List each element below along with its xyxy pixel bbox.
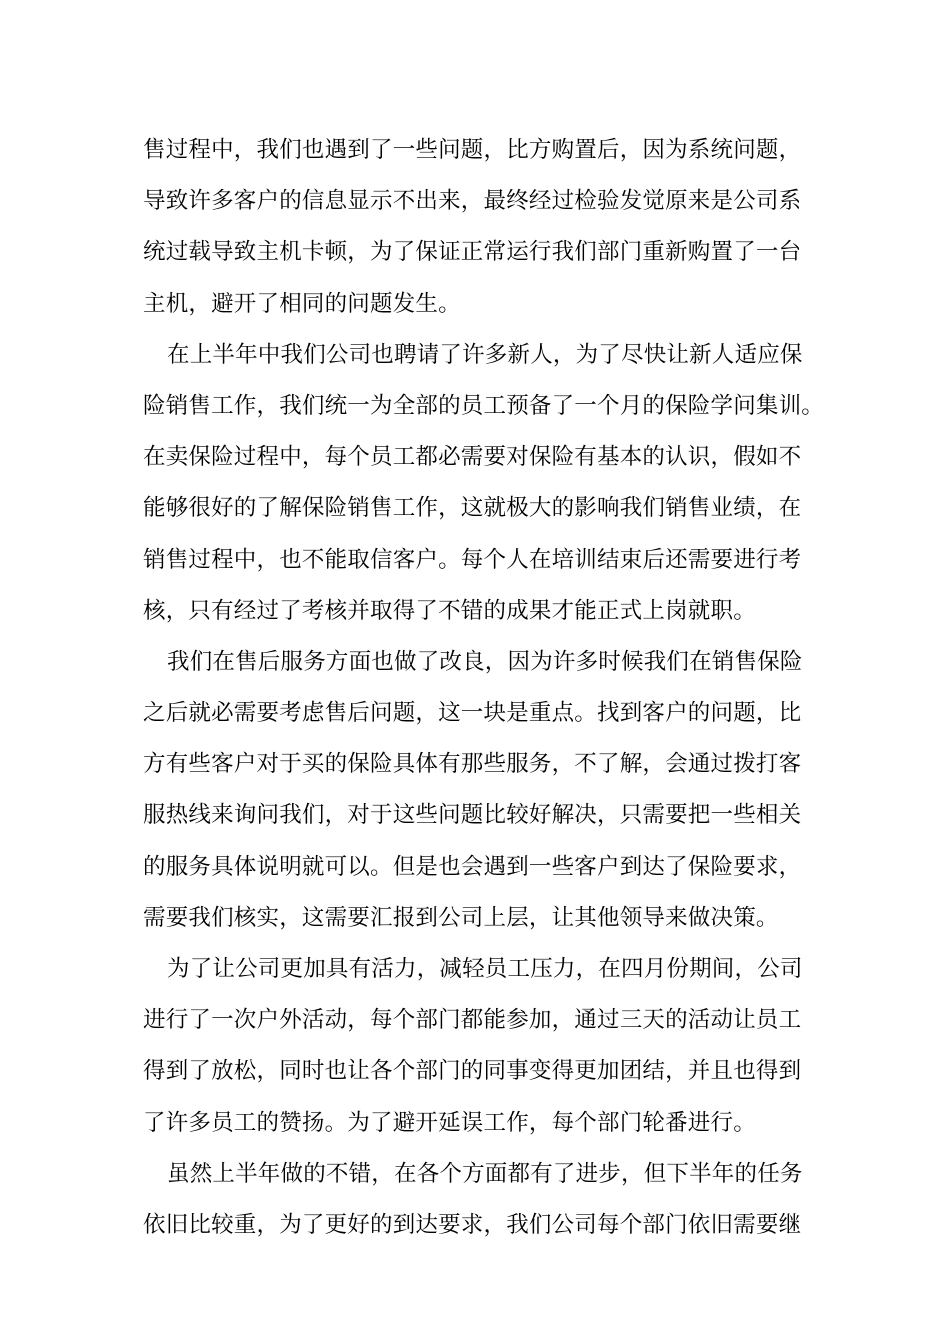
- text-line: 依旧比较重，为了更好的到达要求，我们公司每个部门依旧需要继: [143, 1211, 802, 1238]
- text-line: 售过程中，我们也遇到了一些问题，比方购置后，因为系统问题，: [143, 137, 802, 163]
- paragraph-5: [143, 1149, 813, 1251]
- text-line: 我们在售后服务方面也做了改良，因为许多时候我们在销售保险: [167, 648, 803, 675]
- text-line: 进行了一次户外活动，每个部门都能参加，通过三天的活动让员工: [143, 1007, 802, 1034]
- text-line: 主机，避开了相同的问题发生。: [143, 290, 461, 317]
- text-line: 需要我们核实，这需要汇报到公司上层，让其他领导来做决策。: [143, 904, 779, 931]
- paragraph-2: [143, 330, 825, 637]
- text-line: 统过载导致主机卡顿，为了保证正常运行我们部门重新购置了一台: [143, 239, 802, 266]
- text-line: 之后就必需要考虑售后问题，这一块是重点。找到客户的问题，比: [143, 700, 802, 727]
- text-line: 在卖保险过程中，每个员工都必需要对保险有基本的认识，假如不: [143, 444, 802, 471]
- text-line: 销售过程中，也不能取信客户。每个人在培训结束后还需要进行考: [143, 546, 802, 573]
- text-line: 核，只有经过了考核并取得了不错的成果才能正式上岗就职。: [143, 597, 756, 624]
- text-line: 方有些客户对于买的保险具体有那些服务，不了解，会通过拨打客: [143, 751, 802, 778]
- text-line: 为了让公司更加具有活力，减轻员工压力，在四月份期间，公司: [167, 956, 803, 982]
- text-line: 能够很好的了解保险销售工作，这就极大的影响我们销售业绩，在: [143, 495, 802, 522]
- text-line: 了许多员工的赞扬。为了避开延误工作，每个部门轮番进行。: [143, 1109, 756, 1136]
- text-line: 的服务具体说明就可以。但是也会遇到一些客户到达了保险要求，: [143, 853, 802, 880]
- text-line: 导致许多客户的信息显示不出来，最终经过检验发觉原来是公司系: [143, 188, 802, 215]
- paragraph-1: [143, 125, 813, 330]
- paragraph-3: [143, 637, 813, 944]
- paragraph-4: [143, 944, 813, 1149]
- text-line: 得到了放松，同时也让各个部门的同事变得更加团结，并且也得到: [143, 1058, 802, 1085]
- text-line: 服热线来询问我们，对于这些问题比较好解决，只需要把一些相关: [143, 802, 802, 829]
- document-body: [143, 125, 825, 1251]
- text-line: 虽然上半年做的不错，在各个方面都有了进步，但下半年的任务: [167, 1160, 803, 1187]
- text-line: 在上半年中我们公司也聘请了许多新人，为了尽快让新人适应保: [167, 341, 803, 368]
- text-line: 险销售工作，我们统一为全部的员工预备了一个月的保险学问集训。: [143, 392, 825, 419]
